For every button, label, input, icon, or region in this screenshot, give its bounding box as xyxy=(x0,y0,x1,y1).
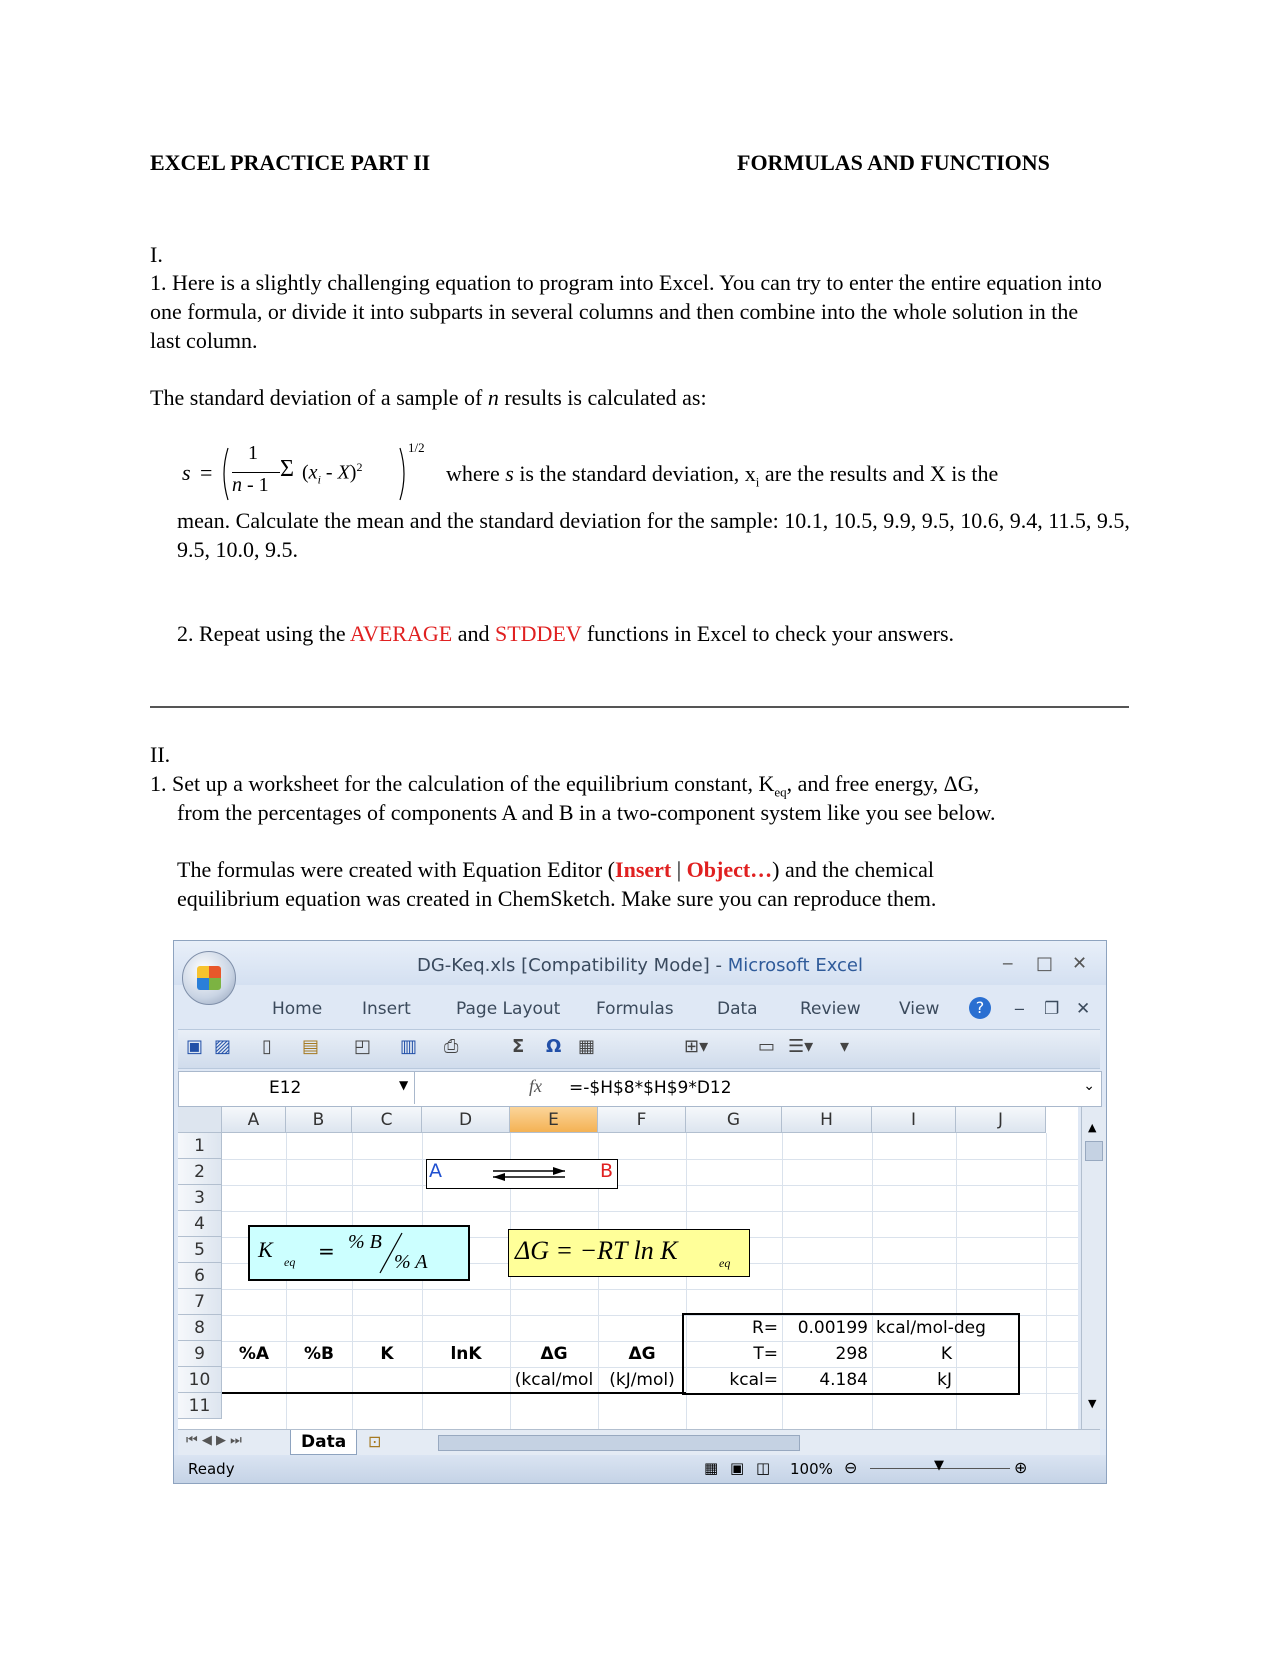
expand-formula-icon[interactable]: ⌄ xyxy=(1083,1078,1095,1094)
name-box[interactable]: E12 ▼ xyxy=(179,1072,415,1104)
row-header[interactable]: 5 xyxy=(178,1237,222,1263)
part2-question-1: 1. Set up a worksheet for the calculation of the equilibrium constant, $K_{eq}$, and free energy, ΔG, xyxy=(150,771,980,800)
row-header[interactable]: 11 xyxy=(178,1393,222,1419)
normal-view-icon[interactable]: ▦ xyxy=(704,1459,719,1477)
function-icon[interactable]: fx xyxy=(529,1076,542,1096)
tab-page-layout[interactable]: Page Layout xyxy=(456,999,561,1019)
ribbon-close-icon[interactable]: ✕ xyxy=(1076,999,1091,1019)
equilibrium-arrows-icon xyxy=(489,1166,569,1182)
tab-home[interactable]: Home xyxy=(272,999,323,1019)
unit-cell: (kJ/mol) xyxy=(609,1370,675,1390)
row-header[interactable]: 7 xyxy=(178,1289,222,1315)
print-icon[interactable]: ⎙ xyxy=(444,1036,459,1057)
keq-equation-box: K eq = % B % A xyxy=(248,1225,470,1281)
unit-cell: (kcal/mol xyxy=(514,1370,594,1390)
section-divider xyxy=(150,706,1129,708)
scroll-thumb[interactable] xyxy=(1085,1141,1103,1161)
tab-insert[interactable]: Insert xyxy=(362,999,411,1019)
status-text: Ready xyxy=(188,1460,235,1478)
header-cell: %B xyxy=(304,1344,334,1364)
spelling-icon[interactable]: ▥ xyxy=(400,1036,418,1057)
office-logo-icon xyxy=(197,966,221,990)
part2-question-1-line2: from the percentages of components A and B in a two-component system like you see below. xyxy=(177,800,996,825)
left-paren xyxy=(218,446,230,502)
row-header[interactable]: 10 xyxy=(178,1367,222,1393)
chevron-down-icon[interactable]: ▼ xyxy=(399,1078,409,1092)
part1-question-1: 1. Here is a slightly challenging equation to program into Excel. You can try to enter the entire equation into one formula, or divide it into subparts in several columns and then combine into the whole solution in the last column. xyxy=(150,270,1102,353)
minimize-icon[interactable]: ‒ xyxy=(1002,953,1014,974)
header-left: EXCEL PRACTICE PART II xyxy=(150,150,431,175)
part2-numeral: II. xyxy=(150,742,171,767)
zoom-out-icon[interactable]: ⊖ xyxy=(844,1458,858,1477)
part1-question-2: 2. Repeat using the AVERAGE and STDDEV functions in Excel to check your answers. xyxy=(177,621,955,646)
new-document-icon[interactable]: ▯ xyxy=(262,1036,272,1057)
formula-input[interactable]: =-$H$8*$H$9*D12 xyxy=(569,1078,732,1098)
save-as-icon[interactable]: ▨ xyxy=(214,1036,232,1057)
zoom-slider-thumb[interactable]: ▼ xyxy=(934,1458,944,1473)
excel-screenshot xyxy=(173,940,1107,1484)
sheet-tab-bar xyxy=(178,1429,1100,1456)
part1-numeral: I. xyxy=(150,242,163,267)
sheet-nav-icons[interactable]: ⏮ ◀ ▶ ⏭ xyxy=(186,1433,242,1448)
header-cell: ΔG xyxy=(540,1344,568,1364)
ribbon-tabs xyxy=(174,999,1106,1025)
excel-titlebar xyxy=(174,941,1106,985)
tab-formulas[interactable]: Formulas xyxy=(596,999,674,1019)
sd-intro: The standard deviation of a sample of n results is calculated as: xyxy=(150,385,707,410)
header-right: FORMULAS AND FUNCTIONS xyxy=(737,150,1050,175)
vertical-scrollbar[interactable] xyxy=(1081,1107,1106,1429)
header-cell: %A xyxy=(238,1344,270,1364)
close-icon[interactable]: ✕ xyxy=(1072,953,1088,974)
group-icon[interactable]: ⊞▾ xyxy=(684,1036,709,1057)
column-header[interactable]: C xyxy=(352,1107,422,1133)
paste-icon[interactable]: ▤ xyxy=(302,1036,320,1057)
page-layout-view-icon[interactable]: ▣ xyxy=(730,1459,745,1477)
zoom-level: 100% xyxy=(790,1460,833,1478)
tab-view[interactable]: View xyxy=(899,999,940,1019)
scroll-up-icon[interactable]: ▲ xyxy=(1088,1121,1097,1134)
header-cell: lnK xyxy=(450,1344,482,1364)
excel-window-title: DG-Keq.xls [Compatibility Mode] - Microsoft Excel xyxy=(416,955,864,976)
formula-where: where s is the standard deviation, $x_i$ are the results and X is the xyxy=(446,461,999,490)
maximize-icon[interactable]: □ xyxy=(1036,953,1054,974)
column-header[interactable]: J xyxy=(956,1107,1046,1133)
select-all-corner[interactable] xyxy=(178,1107,222,1133)
constant-value: 0.00199 xyxy=(797,1318,868,1338)
column-header[interactable]: B xyxy=(286,1107,352,1133)
column-header-selected[interactable]: E xyxy=(510,1107,598,1133)
ribbon-restore-icon[interactable]: ❐ xyxy=(1044,999,1060,1019)
tab-review[interactable]: Review xyxy=(800,999,861,1019)
header-cell: ΔG xyxy=(628,1344,656,1364)
column-header[interactable]: G xyxy=(686,1107,782,1133)
help-icon[interactable]: ? xyxy=(969,997,991,1019)
constant-label: kcal= xyxy=(729,1370,778,1390)
constant-unit: K xyxy=(940,1344,952,1364)
column-header[interactable]: F xyxy=(598,1107,686,1133)
constant-value: 4.184 xyxy=(819,1370,868,1390)
scroll-down-icon[interactable]: ▼ xyxy=(1088,1397,1097,1410)
symbol-icon[interactable]: Ω xyxy=(546,1036,562,1057)
zoom-in-icon[interactable]: ⊕ xyxy=(1014,1458,1028,1477)
constant-unit: kJ xyxy=(937,1370,952,1390)
constant-unit: kcal/mol-deg xyxy=(876,1318,986,1338)
status-bar xyxy=(174,1455,1106,1483)
header-cell: K xyxy=(380,1344,394,1364)
chemsketch-note: equilibrium equation was created in ChemSketch. Make sure you can reproduce them. xyxy=(177,886,937,911)
header-underline xyxy=(222,1392,686,1394)
std-dev-formula: s = 1 n - 1 Σ $(x_i - X)^2$ 1/2 xyxy=(180,440,440,506)
constant-label: R= xyxy=(751,1318,778,1338)
product-b: B xyxy=(599,1160,613,1182)
row-header[interactable]: 8 xyxy=(178,1315,222,1341)
row-header[interactable]: 9 xyxy=(178,1341,222,1367)
column-header[interactable]: H xyxy=(782,1107,872,1133)
row-header[interactable]: 3 xyxy=(178,1185,222,1211)
print-preview-icon[interactable]: ◰ xyxy=(354,1036,372,1057)
row-header[interactable]: 2 xyxy=(178,1159,222,1185)
tab-data[interactable]: Data xyxy=(717,999,758,1019)
reactant-a: A xyxy=(429,1160,442,1182)
column-header[interactable]: D xyxy=(422,1107,510,1133)
column-header[interactable]: A xyxy=(222,1107,286,1133)
formula-bar xyxy=(178,1071,1102,1107)
sheet-tab-data[interactable]: Data xyxy=(290,1430,357,1455)
row-header[interactable]: 1 xyxy=(178,1133,222,1159)
constant-label: T= xyxy=(753,1344,778,1364)
customize-toolbar-icon[interactable]: ▾ xyxy=(840,1036,850,1057)
page-break-view-icon[interactable]: ◫ xyxy=(756,1459,771,1477)
mean-instruction: mean. Calculate the mean and the standard deviation for the sample: 10.1, 10.5, 9.9, 9.5, 10.6, 9.4, 11.5, 9.5, 9.5, 10.0, 9.5. xyxy=(177,508,1130,562)
chart-wizard-icon[interactable]: ▦ xyxy=(578,1036,596,1057)
textbox-icon[interactable]: ▭ xyxy=(758,1036,776,1057)
equation-editor-note: The formulas were created with Equation Editor (Insert | Object…) and the chemical xyxy=(177,857,935,882)
constant-value: 298 xyxy=(835,1344,868,1364)
ribbon-minimize-icon[interactable]: ‒ xyxy=(1014,999,1025,1019)
save-icon[interactable]: ▣ xyxy=(186,1036,204,1057)
column-header[interactable]: I xyxy=(872,1107,956,1133)
row-header[interactable]: 4 xyxy=(178,1211,222,1237)
quick-access-toolbar xyxy=(178,1029,1100,1069)
row-header[interactable]: 6 xyxy=(178,1263,222,1289)
indent-icon[interactable]: ☰▾ xyxy=(788,1036,814,1057)
reaction-scheme xyxy=(426,1159,618,1189)
insert-sheet-icon[interactable]: ⊡ xyxy=(368,1432,382,1451)
autosum-icon[interactable]: Σ xyxy=(512,1036,525,1057)
office-button[interactable] xyxy=(182,951,236,1005)
free-energy-equation-box: ΔG = −RT ln K eq xyxy=(508,1229,750,1277)
horizontal-scroll-thumb[interactable] xyxy=(438,1435,800,1451)
worksheet-grid[interactable] xyxy=(178,1107,1078,1429)
